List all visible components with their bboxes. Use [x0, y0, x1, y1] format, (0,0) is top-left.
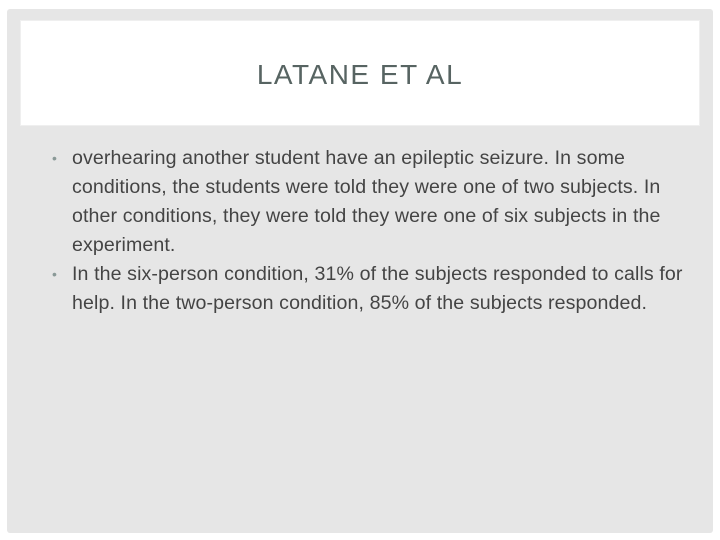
bullet-icon: • [52, 150, 58, 166]
slide-title: LATANE ET AL [256, 59, 464, 90]
bullet-list [52, 144, 692, 318]
bullet-item [52, 144, 692, 260]
bullet-icon: • [52, 266, 58, 282]
bullet-text: In the six-person condition, 31% of the subjects responded to calls for help. In the two-person condition, 85% of the subjects responded. [72, 263, 683, 314]
title-box [20, 20, 700, 126]
bullet-text: overhearing another student have an epileptic seizure. In some conditions, the students were told they were one of two subjects. In other conditions, they were told they were one of six subjects in the experiment. [72, 147, 661, 256]
bullet-item [52, 260, 692, 318]
